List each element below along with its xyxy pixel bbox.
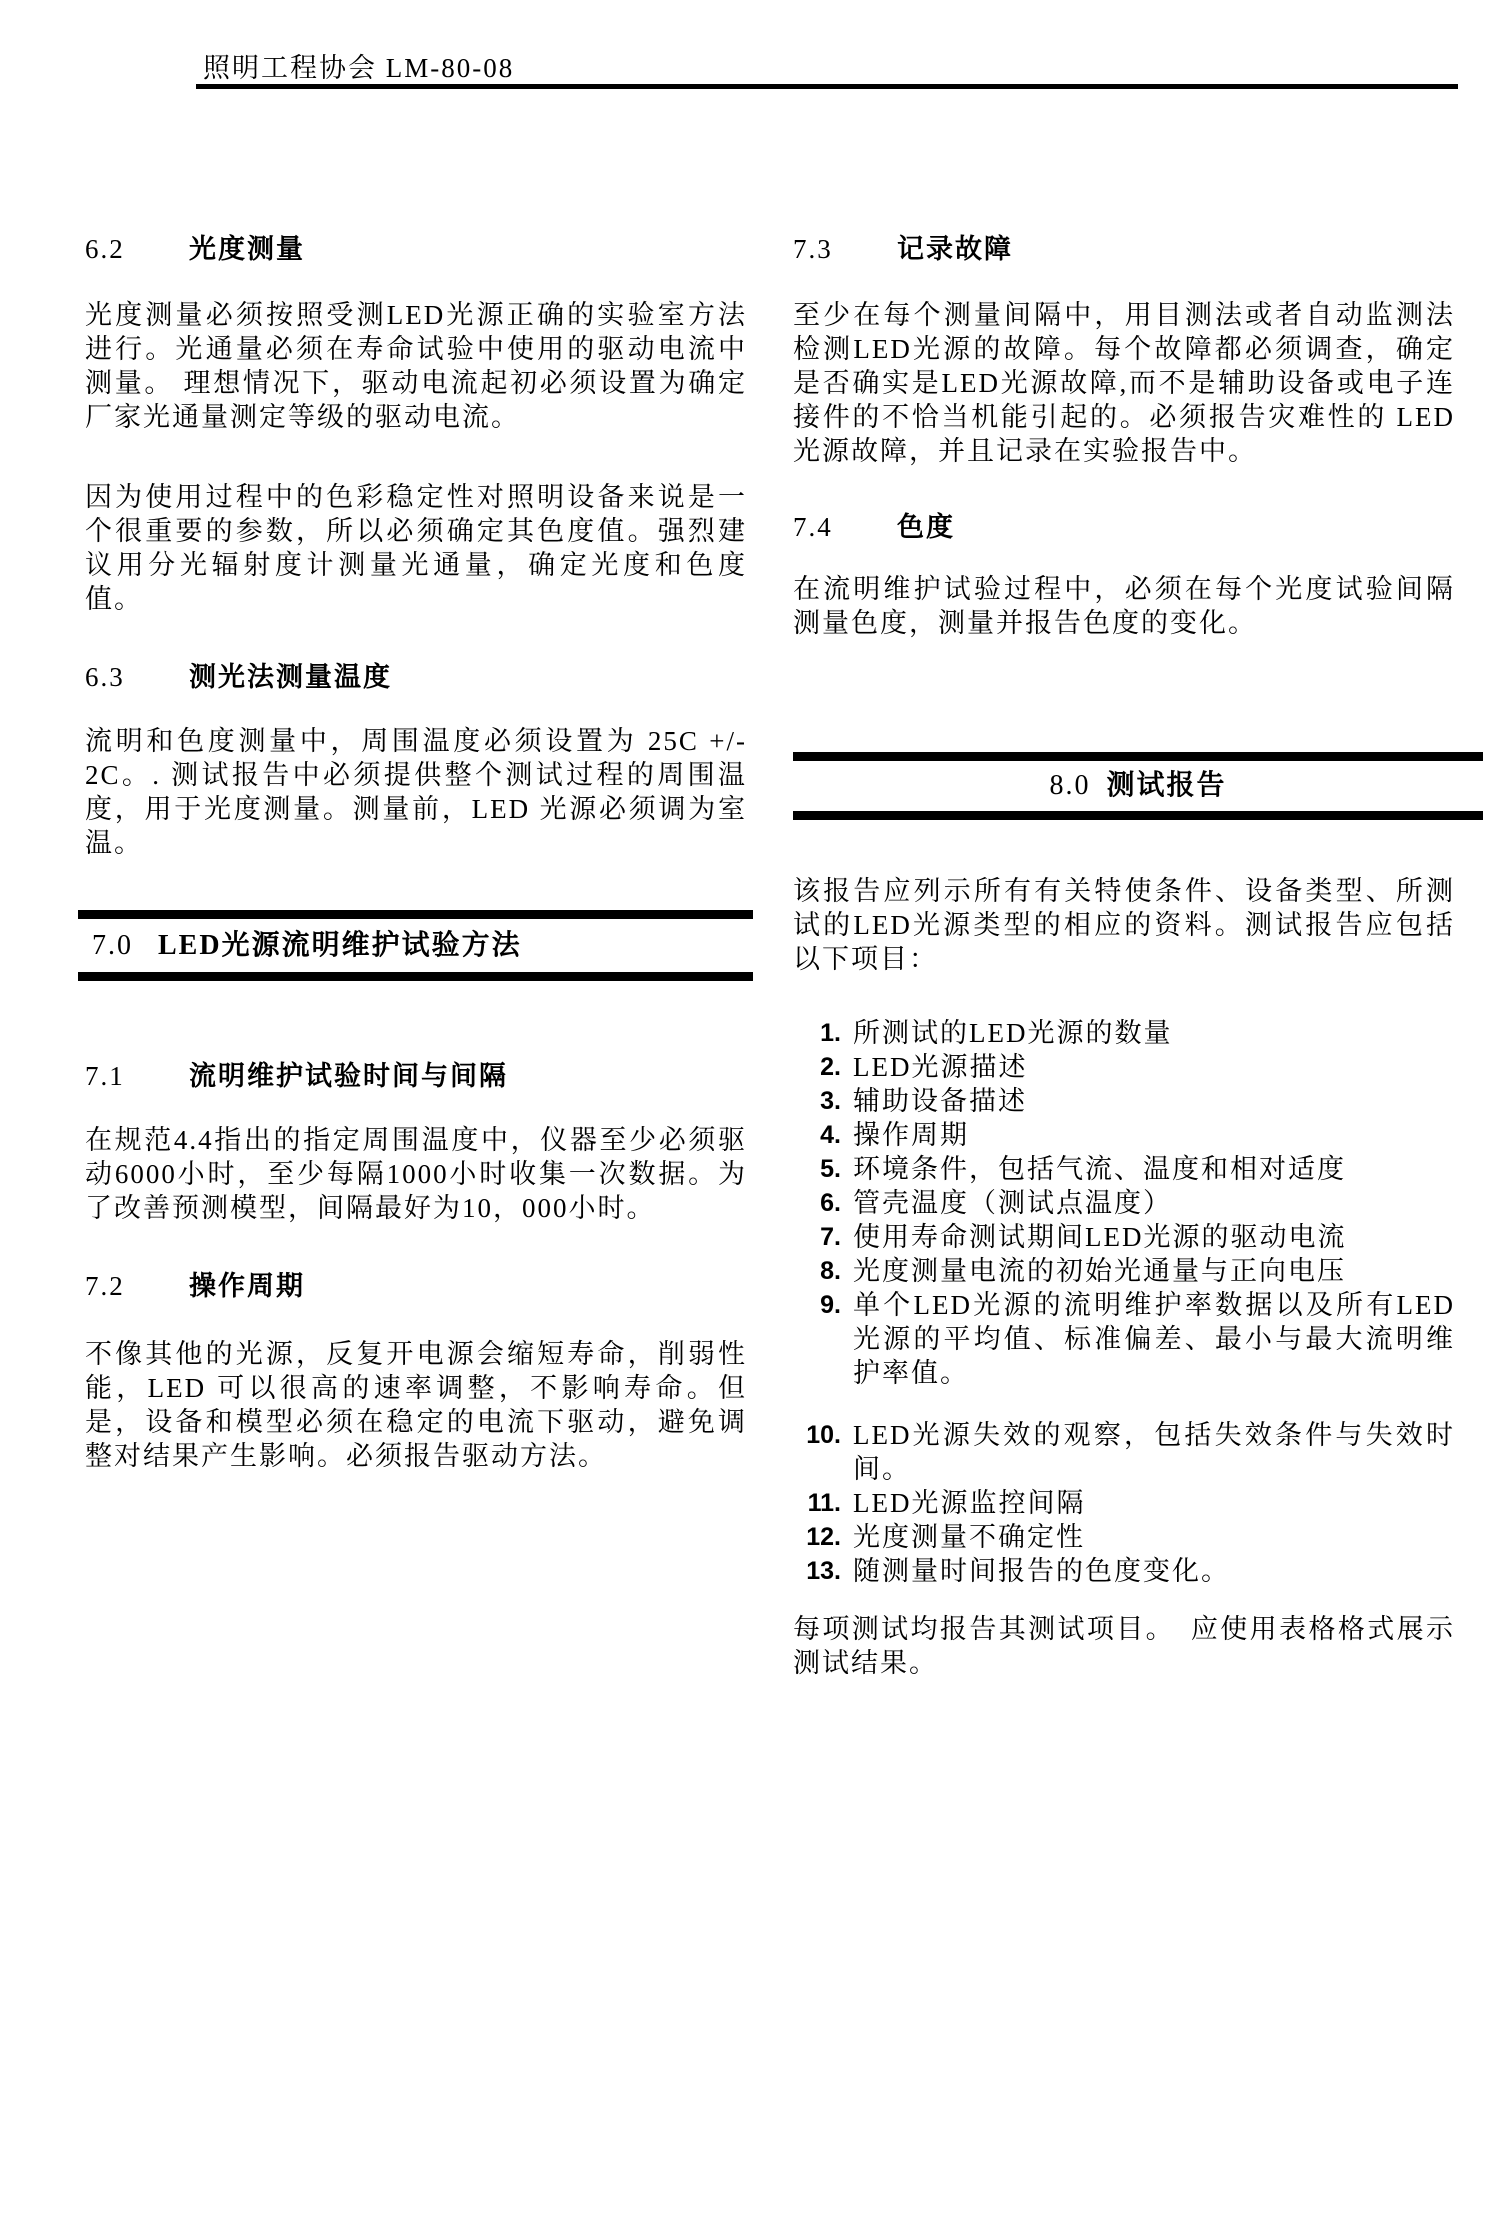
list-item-number: 7. [820,1223,841,1251]
chapter-number: 7.0 [92,930,133,961]
report-list-item-3 [793,1084,1455,1118]
list-item-text: 光度测量电流的初始光通量与正向电压 [853,1256,1346,1286]
list-item-number: 12. [806,1523,841,1551]
section-6-3-paragraph-1: 流明和色度测量中，周围温度必须设置为 25C +/- 2C。. 测试报告中必须提供整个测试过程的周围温度，用于光度测量。测量前，LED 光源必须调为室温。 [85,726,747,858]
list-item-number: 13. [806,1557,841,1585]
section-number: 7.1 [85,1061,125,1091]
section-8-0-intro-paragraph: 该报告应列示所有有关特使条件、设备类型、所测试的LED光源类型的相应的资料。测试报告应包括以下项目： [793,876,1455,974]
list-item-text: 单个LED光源的流明维护率数据以及所有LED光源的平均值、标准偏差、最小与最大流明维护率值。 [853,1290,1455,1388]
right-column [793,0,1455,1680]
list-item-number: 3. [820,1087,841,1115]
list-item-text: LED光源监控间隔 [853,1488,1086,1518]
section-7-4-paragraph-1: 在流明维护试验过程中，必须在每个光度试验间隔测量色度，测量并报告色度的变化。 [793,574,1455,638]
section-heading-7-2 [85,1269,747,1303]
report-list-item-7 [793,1220,1455,1254]
list-item-number: 9. [820,1291,841,1319]
report-list-item-6 [793,1186,1455,1220]
section-number: 7.3 [793,234,833,264]
report-list-item-12 [793,1520,1455,1554]
section-title: 色度 [897,512,955,542]
left-column [85,0,747,1473]
section-heading-6-3 [85,660,747,694]
report-list-item-4 [793,1118,1455,1152]
list-item-number: 6. [820,1189,841,1217]
list-item-text: 随测量时间报告的色度变化。 [853,1556,1230,1586]
section-heading-7-3 [793,232,1455,266]
section-number: 6.3 [85,662,125,692]
section-number: 7.2 [85,1271,125,1301]
list-item-text: 所测试的LED光源的数量 [853,1018,1173,1048]
chapter-title: 测试报告 [1106,770,1227,801]
chapter-box-8-0-heading [793,769,1483,803]
list-item-text: 环境条件，包括气流、温度和相对适度 [853,1154,1346,1184]
report-list-item-8 [793,1254,1455,1288]
chapter-number: 8.0 [1049,770,1091,801]
section-number: 6.2 [85,234,125,264]
list-item-number: 1. [820,1019,841,1047]
section-8-0-outro-paragraph: 每项测试均报告其测试项目。 应使用表格格式展示测试结果。 [793,1614,1455,1678]
list-item-number: 8. [820,1257,841,1285]
section-title: 光度测量 [189,234,305,264]
chapter-title: LED光源流明维护试验方法 [158,930,522,961]
report-list-item-5 [793,1152,1455,1186]
list-item-text: LED光源失效的观察，包括失效条件与失效时间。 [853,1420,1455,1484]
section-title: 操作周期 [189,1271,305,1301]
list-item-text: 操作周期 [853,1120,969,1150]
report-items-list [793,1016,1455,1588]
section-title: 记录故障 [897,234,1013,264]
chapter-box-7-0-heading [78,929,753,963]
list-item-text: 光度测量不确定性 [853,1522,1085,1552]
report-list-item-2 [793,1050,1455,1084]
report-list-item-1 [793,1016,1455,1050]
section-heading-7-4 [793,510,1455,544]
list-item-number: 2. [820,1053,841,1081]
section-title: 测光法测量温度 [189,662,392,692]
list-item-text: 管壳温度（测试点温度） [853,1188,1172,1218]
report-list-item-10 [793,1418,1455,1486]
section-7-3-paragraph-1: 至少在每个测量间隔中，用目测法或者自动监测法检测LED光源的故障。每个故障都必须调查，确定是否确实是LED光源故障,而不是辅助设备或电子连接件的不恰当机能引起的。必须报告灾难性的 LED 光源故障，并且记录在实验报告中。 [793,300,1455,466]
report-list-item-9 [793,1288,1455,1390]
section-6-2-paragraph-1: 光度测量必须按照受测LED光源正确的实验室方法进行。光通量必须在寿命试验中使用的驱动电流中测量。 理想情况下，驱动电流起初必须设置为确定厂家光通量测定等级的驱动电流。 [85,300,747,432]
page-header-title: 照明工程协会 LM-80-08 [203,53,515,83]
section-heading-6-2 [85,232,747,266]
list-item-number: 4. [820,1121,841,1149]
list-item-number: 11. [807,1489,841,1517]
report-list-item-11 [793,1486,1455,1520]
section-title: 流明维护试验时间与间隔 [189,1061,508,1091]
list-item-text: 辅助设备描述 [853,1086,1027,1116]
section-6-2-paragraph-2: 因为使用过程中的色彩稳定性对照明设备来说是一个很重要的参数，所以必须确定其色度值。强烈建议用分光辐射度计测量光通量，确定光度和色度值。 [85,482,747,614]
chapter-box-7-0 [78,910,753,981]
section-heading-7-1 [85,1059,747,1093]
chapter-box-8-0 [793,752,1483,820]
section-7-2-paragraph-1: 不像其他的光源，反复开电源会缩短寿命，削弱性能，LED 可以很高的速率调整，不影响寿命。但是，设备和模型必须在稳定的电流下驱动，避免调整对结果产生影响。必须报告驱动方法。 [85,1339,747,1471]
list-item-number: 5. [820,1155,841,1183]
section-number: 7.4 [793,512,833,542]
list-item-text: 使用寿命测试期间LED光源的驱动电流 [853,1222,1347,1252]
report-list-item-13 [793,1554,1455,1588]
list-item-number: 10. [806,1421,841,1449]
list-item-text: LED光源描述 [853,1052,1028,1082]
section-7-1-paragraph-1: 在规范4.4指出的指定周围温度中，仪器至少必须驱动6000小时，至少每隔1000小时收集一次数据。为了改善预测模型，间隔最好为10，000小时。 [85,1125,747,1223]
